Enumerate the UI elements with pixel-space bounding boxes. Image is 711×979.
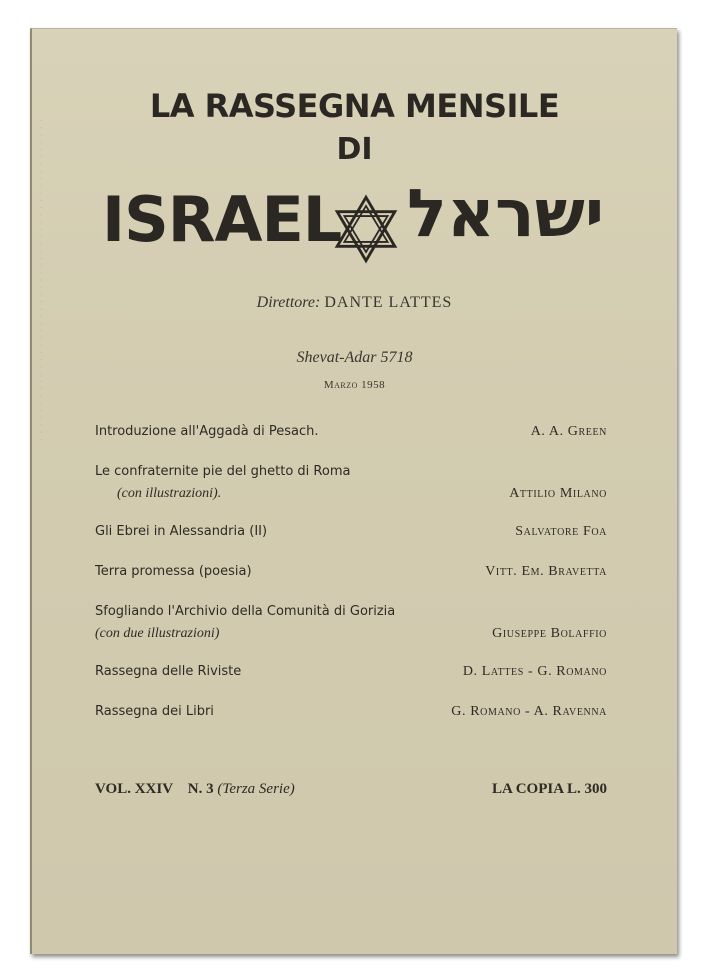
cover-footer (95, 781, 607, 798)
toc-entry-title-text: Gli Ebrei in Alessandria (II) (95, 524, 268, 539)
series-label: (Terza Serie) (217, 781, 295, 797)
table-of-contents (95, 421, 607, 723)
masthead-title-hebrew: ישראל (407, 175, 605, 252)
spine-bleedthrough: · · · · · · · · · · · · · · · · · · · · · · · · · · · · · · · · · · · · · · · · · · · · · (36, 119, 46, 442)
toc-entry (95, 601, 607, 645)
toc-entry-title-text: Introduzione all'Aggadà di Pesach. (95, 424, 319, 439)
toc-entry-title (95, 521, 267, 543)
toc-entry-title-text: Rassegna dei Libri (95, 704, 214, 719)
toc-entry (95, 521, 607, 543)
toc-entry-note: (con illustrazioni). (117, 486, 222, 501)
toc-entry-author: G. Romano - A. Ravenna (451, 704, 607, 719)
toc-entry-author: Attilio Milano (509, 486, 607, 501)
masthead-title: ISRAEL (102, 183, 342, 256)
toc-entry (95, 661, 607, 683)
director-role: Direttore: (256, 294, 321, 311)
toc-entry-title-text: Rassegna delle Riviste (95, 664, 242, 679)
toc-entry-title-text: Le confraternite pie del ghetto di Roma (95, 464, 351, 479)
magazine-cover (30, 28, 677, 954)
volume-label: VOL. XXIV (95, 781, 173, 797)
star-of-david-icon (330, 193, 402, 265)
toc-entry-author: Giuseppe Bolaffio (492, 626, 607, 641)
toc-entry-title (95, 561, 252, 583)
toc-entry-title (95, 701, 214, 723)
toc-entry (95, 561, 607, 583)
toc-entry-title-text: Sfogliando l'Archivio della Comunità di Gorizia (95, 604, 396, 619)
masthead-line1: LA RASSEGNA MENSILE (149, 87, 560, 125)
toc-entry (95, 461, 607, 505)
toc-entry-title (95, 661, 241, 683)
issue-number: N. 3 (187, 781, 214, 797)
issue-info (95, 781, 295, 798)
issue-date-hebrew: Shevat-Adar 5718 (296, 349, 413, 366)
toc-entry-note: (con due illustrazioni) (95, 626, 220, 641)
toc-entry-author: D. Lattes - G. Romano (462, 664, 607, 679)
toc-entry (95, 421, 607, 443)
toc-entry (95, 701, 607, 723)
toc-entry-author: A. A. Green (530, 424, 607, 439)
toc-entry-title (95, 601, 405, 645)
toc-entry-title (95, 421, 319, 443)
director-line (32, 294, 677, 312)
toc-entry-title (95, 461, 350, 505)
masthead-line2: DI (336, 132, 373, 167)
issue-date-gregorian: Marzo 1958 (323, 379, 386, 391)
director-name: DANTE LATTES (324, 294, 453, 311)
toc-entry-title-text: Terra promessa (poesia) (95, 564, 252, 579)
toc-entry-author: Salvatore Foa (515, 524, 607, 539)
toc-entry-author: Vitt. Em. Bravetta (485, 564, 607, 579)
price-label: LA COPIA L. 300 (491, 781, 607, 797)
